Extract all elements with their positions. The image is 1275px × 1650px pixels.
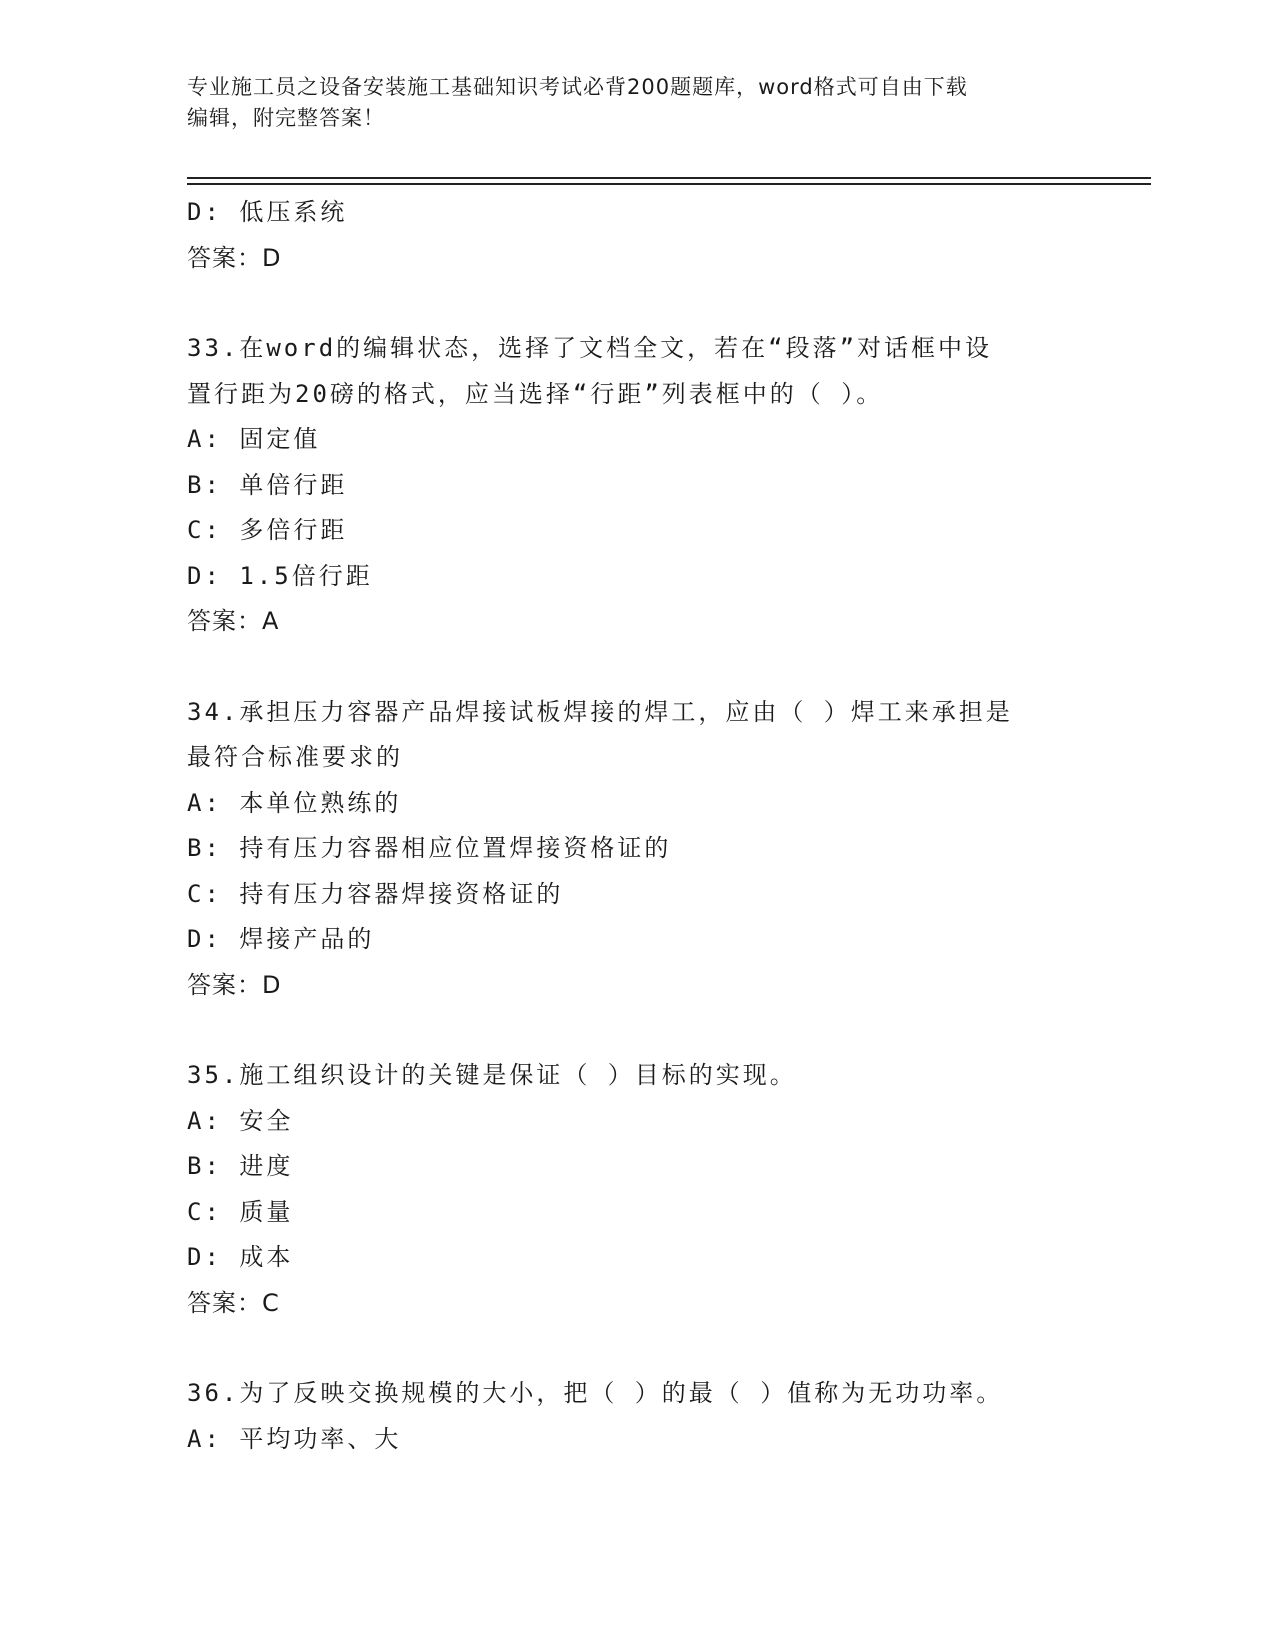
option-c: C: 持有压力容器焊接资格证的 [187, 879, 564, 908]
question-stem: 34.承担压力容器产品焊接试板焊接的焊工，应由（ ）焊工来承担是 [187, 697, 1013, 726]
question-32-tail [187, 190, 1067, 281]
option-a: A: 安全 [187, 1106, 294, 1135]
option-b: B: 单倍行距 [187, 470, 348, 499]
answer-line: 答案：D [187, 970, 282, 999]
option-a: A: 本单位熟练的 [187, 788, 402, 817]
question-spacer [187, 281, 1067, 326]
question-spacer [187, 1008, 1067, 1053]
answer-line: 答案：C [187, 1288, 280, 1317]
option-c: C: 质量 [187, 1197, 294, 1226]
document-header [187, 72, 1067, 134]
question-stem-continued: 置行距为20磅的格式，应当选择“行距”列表框中的（ ）。 [187, 379, 884, 408]
question-spacer [187, 1326, 1067, 1371]
answer-line: 答案：A [187, 607, 280, 635]
header-divider-top [187, 177, 1151, 179]
question-34 [187, 690, 1067, 1009]
question-stem-continued: 最符合标准要求的 [187, 743, 403, 771]
option-b: B: 进度 [187, 1152, 294, 1180]
question-stem: 36.为了反映交换规模的大小，把（ ）的最（ ）值称为无功功率。 [187, 1379, 1004, 1407]
option-d: D: 1.5倍行距 [187, 561, 373, 590]
question-33 [187, 326, 1067, 645]
question-35 [187, 1053, 1067, 1326]
header-title-line-2: 编辑，附完整答案！ [187, 106, 385, 130]
question-list [187, 190, 1067, 1462]
question-36 [187, 1371, 1067, 1462]
question-stem: 35.施工组织设计的关键是保证（ ）目标的实现。 [187, 1061, 797, 1089]
option-b: B: 持有压力容器相应位置焊接资格证的 [187, 834, 672, 862]
option-d: D: 低压系统 [187, 198, 348, 226]
option-a: A: 平均功率、大 [187, 1424, 402, 1453]
option-a: A: 固定值 [187, 425, 321, 453]
header-title-line-1: 专业施工员之设备安装施工基础知识考试必背200题题库，word格式可自由下载 [187, 75, 968, 99]
question-stem: 33.在word的编辑状态，选择了文档全文，若在“段落”对话框中设 [187, 334, 993, 362]
answer-line: 答案：D [187, 243, 282, 272]
option-d: D: 成本 [187, 1243, 294, 1271]
option-c: C: 多倍行距 [187, 516, 348, 544]
question-spacer [187, 645, 1067, 690]
option-d: D: 焊接产品的 [187, 925, 375, 953]
header-divider-bottom [187, 183, 1151, 185]
